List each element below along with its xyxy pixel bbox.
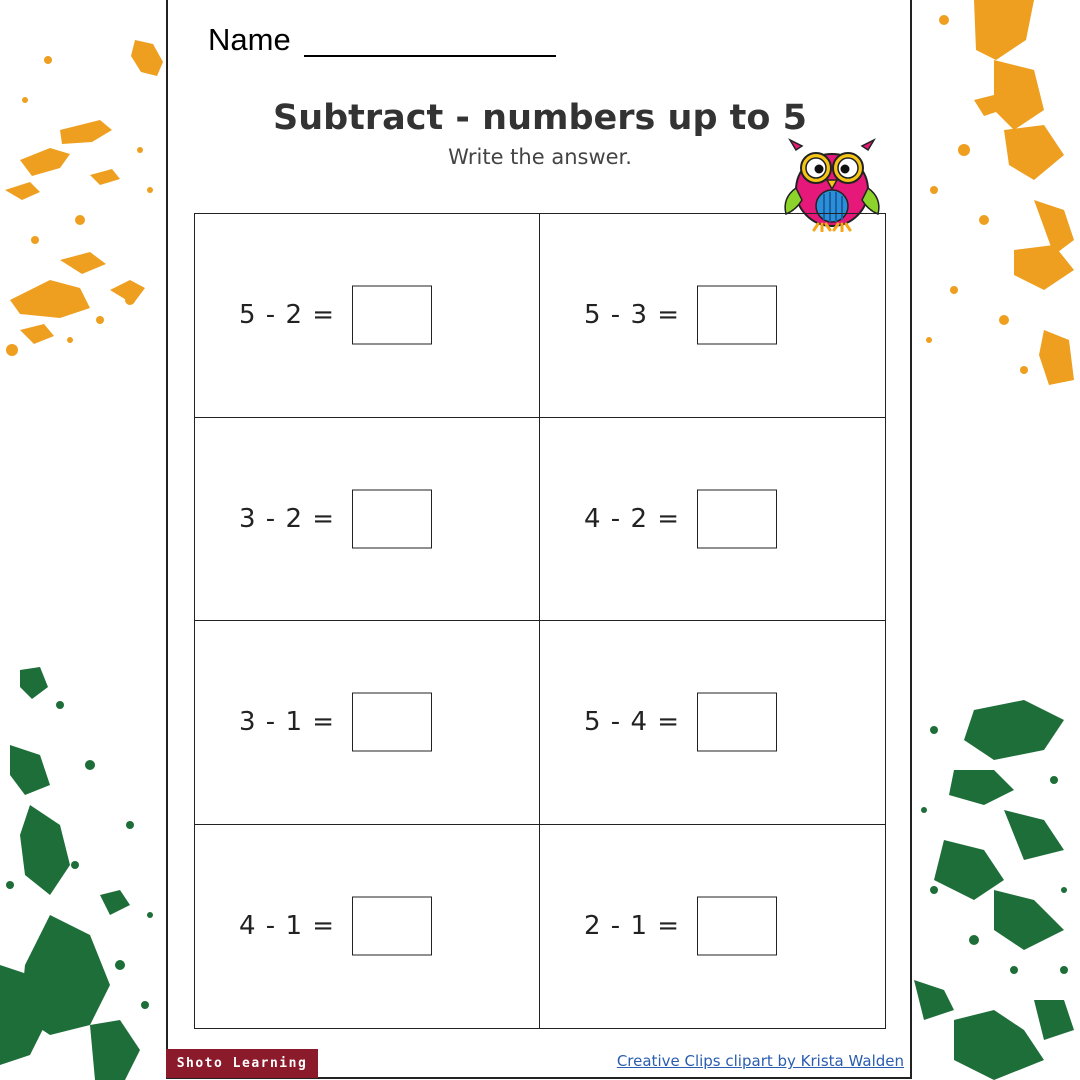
name-label: Name [208, 22, 291, 57]
answer-box[interactable] [697, 693, 777, 752]
problem-expression: 4 - 2 = [584, 503, 681, 534]
orange-splatter-right [914, 0, 1080, 400]
problem-cell [195, 418, 540, 622]
problem-expression: 5 - 3 = [584, 300, 681, 331]
answer-box[interactable] [352, 489, 432, 548]
problem-cell [540, 621, 885, 825]
problem-expression: 3 - 2 = [239, 503, 336, 534]
worksheet-title: Subtract - numbers up to 5 [272, 98, 807, 138]
problem-cell [540, 825, 885, 1029]
problem-expression: 5 - 2 = [239, 300, 336, 331]
problem-expression: 2 - 1 = [584, 911, 681, 942]
answer-box[interactable] [697, 897, 777, 956]
problem-expression: 5 - 4 = [584, 707, 681, 738]
brand-badge: Shoto Learning [166, 1049, 318, 1078]
answer-box[interactable] [697, 286, 777, 345]
problem-expression: 4 - 1 = [239, 911, 336, 942]
green-splatter-left [0, 665, 166, 1080]
problem-cell [195, 214, 540, 418]
problem-cell [195, 825, 540, 1029]
problem-expression: 3 - 1 = [239, 707, 336, 738]
answer-box[interactable] [697, 489, 777, 548]
answer-box[interactable] [352, 693, 432, 752]
problem-cell [195, 621, 540, 825]
answer-box[interactable] [352, 286, 432, 345]
name-write-line [304, 55, 556, 57]
answer-box[interactable] [352, 897, 432, 956]
problem-cell [540, 418, 885, 622]
problem-grid [194, 213, 886, 1029]
instruction-text: Write the answer. [448, 145, 632, 169]
green-splatter-right [914, 690, 1080, 1080]
problem-cell [540, 214, 885, 418]
clipart-credit-link[interactable]: Creative Clips clipart by Krista Walden [616, 1052, 904, 1070]
orange-splatter-left [0, 0, 166, 370]
